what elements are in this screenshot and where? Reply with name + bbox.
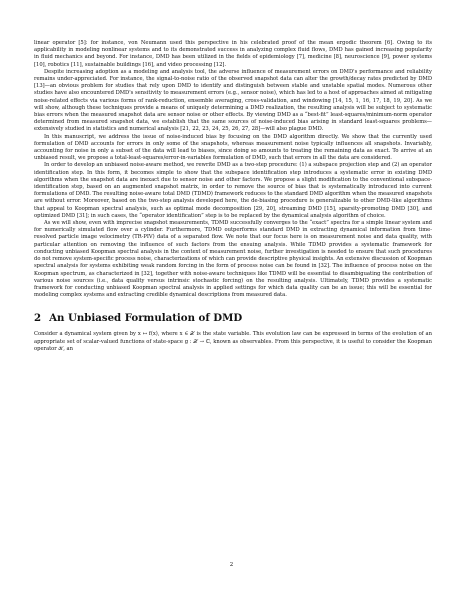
section-title: An Unbiased Formulation of DMD [49, 312, 243, 325]
paragraph: Consider a dynamical system given by x ↦ f(x), where x ∈ 𝒳 is the state variable. This evolution law can be expressed in terms of the evolution of an appropriate set of scalar-valued functions of state-space g : 𝒳 → ℂ, known as observables. From this perspective, it is useful to consider the Koopman operator 𝒦, an [34, 331, 432, 352]
body-text [34, 40, 432, 353]
paragraph: Despite increasing adoption as a modeling and analysis tool, the adverse influence of measurement errors on DMD's performance and reliability remains under-appreciated. For instance, the signal-to-noise ratio of the observed snapshot data can alter the growth/decay rates predicted by DMD [13]—an obvious problem for studies that rely upon DMD to identify and distinguish between stable and unstable spatial modes. Numerous other studies have also encountered DMD's sensitivity to measurement errors (e.g., sensor noise), which has led to a host of approaches aimed at mitigating noise-related effects via various forms of rank-reduction, ensemble averaging, cross-validation, and windowing [14, 15, 1, 16, 17, 18, 19, 20]. As we will show, although these techniques provide a means of uniquely determining a DMD realization, the resulting analysis will be subject to systematic bias errors when the measured snapshot data are sensor noise or other effects. By viewing DMD as a “best-fit” least-squares/minimum-norm operator determined from measured snapshot data, we establish that the same sources of noise-induced bias arising in standard least-squares problems—extensively studied in statistics and numerical analysis [21, 22, 23, 24, 25, 26, 27, 28]—will also plague DMD. [34, 68, 432, 133]
section-number: 2 [34, 312, 42, 325]
paragraph: In order to develop an unbiased noise-aware method, we rewrite DMD as a two-step procedure: (1) a subspace projection step and (2) an operator identification step. In this form, it becomes simple to show that the subspace identification step introduces a systematic error in existing DMD algorithms when the snapshot data are inexact due to sensor noise and other factors. We propose a slight modification to the conventional subspace-identification step, based on an augmented snapshot matrix, in order to remove the source of bias that is systematically introduced into current formulations of DMD. The resulting noise-aware total DMD (TDMD) framework reduces to the standard DMD algorithm when the measured snapshots are without error. Moreover, based on the two-step analysis developed here, the de-biasing procedure is generalizable to other DMD-like algorithms that appeal to Koopman spectral analysis, such as optimal mode decomposition [29, 20], streaming DMD [15], sparsity-promoting DMD [30], and optimized DMD [31]; in such cases, the “operator identification” step is to be replaced by the dynamical analysis algorithm of choice. [34, 162, 432, 219]
paragraph: linear operator [5]: for instance, von Neumann used this perspective in his celebrated proof of the mean ergodic theorem [6]. Owing to its applicability in modeling nonlinear systems and to its demonstrated success in analyzing complex fluid flows, DMD has gained increasing popularity in fluid mechanics and beyond. For instance, DMD has been utilized in the fields of epidemiology [7], medicine [8], neuroscience [9], power systems [10], robotics [11], sustainable buildings [16], and video processing [12]. [34, 40, 432, 68]
page-number: 2 [229, 562, 234, 568]
section-heading [34, 312, 432, 324]
paragraph: In this manuscript, we address the issue of noise-induced bias by focusing on the DMD algorithm directly. We show that the currently used formulation of DMD accounts for errors in only some of the snapshots, whereas measurement noise typically influences all snapshots. Invariably, accounting for noise in only a subset of the data will lead to biases, since doing so amounts to treating the remaining data as exact. To arrive at an unbiased result, we propose a total-least-squares/error-in-variables formulation of DMD, such that errors in all the data are considered. [34, 133, 432, 162]
paragraph: As we will show, even with imprecise snapshot measurements, TDMD successfully converges to the “exact” spectra for a simple linear system and for numerically simulated flow over a cylinder. Furthermore, TDMD outperforms standard DMD in extracting dynamical information from time-resolved particle image velocimetry (TR-PIV) data of a separated flow. We note that our focus here is on measurement noise and data quality, with particular attention on removing the influence of such factors from the ensuing analysis. While TDMD provides a systematic framework for conducting unbiased Koopman spectral analysis in the context of measurement noise, further investigation is needed to ensure that such procedures do not remove system-specific process noise, characterizations of which can provide descriptive physical insights. An extensive discussion of Koopman spectral analysis for systems exhibiting weak random forcing in the form of process noise can be found in [32]. The influence of process noise on the Koopman spectrum, as characterized in [32], together with noise-aware techniques like TDMD will be essential to disambiguating the contribution of various noise sources (i.e., data quality versus intrinsic stochastic forcing) on the resulting analysis. Ultimately, TDMD provides a systematic framework for conducting unbiased Koopman spectral analysis in applied settings for which data quality can be an issue; this will be essential for modeling complex systems and extracting credible dynamical descriptions from measured data. [34, 220, 432, 299]
